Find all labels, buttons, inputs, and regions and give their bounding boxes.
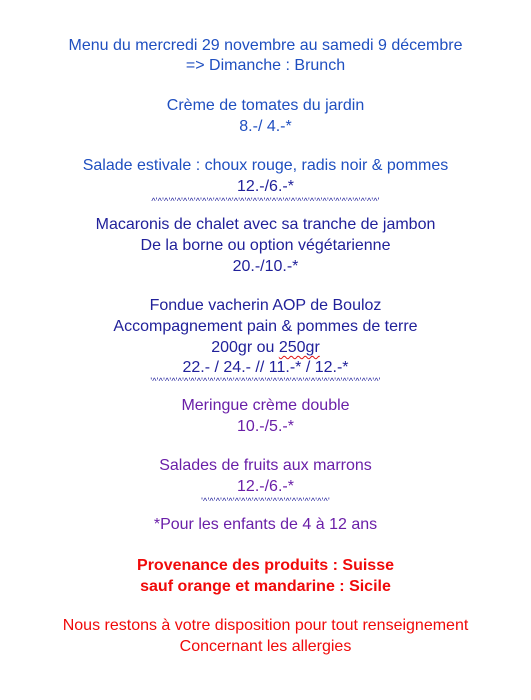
children-price-note: *Pour les enfants de 4 à 12 ans xyxy=(153,516,378,533)
fondue-price: 22.- / 24.- // 11.-* / 12.-* xyxy=(182,359,349,376)
provenance-line-2: sauf orange et mandarine : Sicile xyxy=(140,578,391,595)
macaroni-line-2: De la borne ou option végétarienne xyxy=(140,237,391,254)
fondue-line-2: Accompagnement pain & pommes de terre xyxy=(113,318,418,335)
separator-1: ^'^'^'^'^'^'^'^'^'^'^'^'^'^'^'^'^'^'^'^'^'^'^'^'^'^'^'^'^'^'^'^'^'^'^'^' xyxy=(151,196,380,206)
salad-name: Salade estivale : choux rouge, radis noir & pommes xyxy=(82,157,449,174)
macaroni-line-1: Macaronis de chalet avec sa tranche de jambon xyxy=(95,216,436,233)
meringue-price: 10.-/5.-* xyxy=(237,418,294,435)
salad-price: 12.-/6.-* xyxy=(237,178,294,195)
menu-title: Menu du mercredi 29 novembre au samedi 9 décembre xyxy=(68,37,463,54)
sunday-brunch-note: => Dimanche : Brunch xyxy=(185,57,346,74)
provenance-line-1: Provenance des produits : Suisse xyxy=(137,557,394,574)
fondue-line-1: Fondue vacherin AOP de Bouloz xyxy=(149,297,382,314)
separator-3: '^'^'^'^'^'^'^'^'^'^'^'^'^'^'^'^'^'^'^'^' xyxy=(201,496,330,506)
separator-2: '^'^'^'^'^'^'^'^'^'^'^'^'^'^'^'^'^'^'^'^'^'^'^'^'^'^'^'^'^'^'^'^'^'^'^'^' xyxy=(150,376,381,386)
allergy-info-line-1: Nous restons à votre disposition pour tout renseignement xyxy=(62,617,469,634)
soup-name: Crème de tomates du jardin xyxy=(166,97,365,114)
fondue-weights xyxy=(0,338,531,358)
fruit-salad-price: 12.-/6.-* xyxy=(237,478,294,495)
meringue-name: Meringue crème double xyxy=(181,397,350,414)
allergy-info-line-2: Concernant les allergies xyxy=(179,638,352,655)
fondue-weight-200: 200gr ou xyxy=(211,339,279,356)
fondue-weight-250: 250gr xyxy=(278,339,320,356)
macaroni-price: 20.-/10.-* xyxy=(232,258,299,275)
fruit-salad-name: Salades de fruits aux marrons xyxy=(159,457,372,474)
soup-price: 8.-/ 4.-* xyxy=(239,118,292,135)
